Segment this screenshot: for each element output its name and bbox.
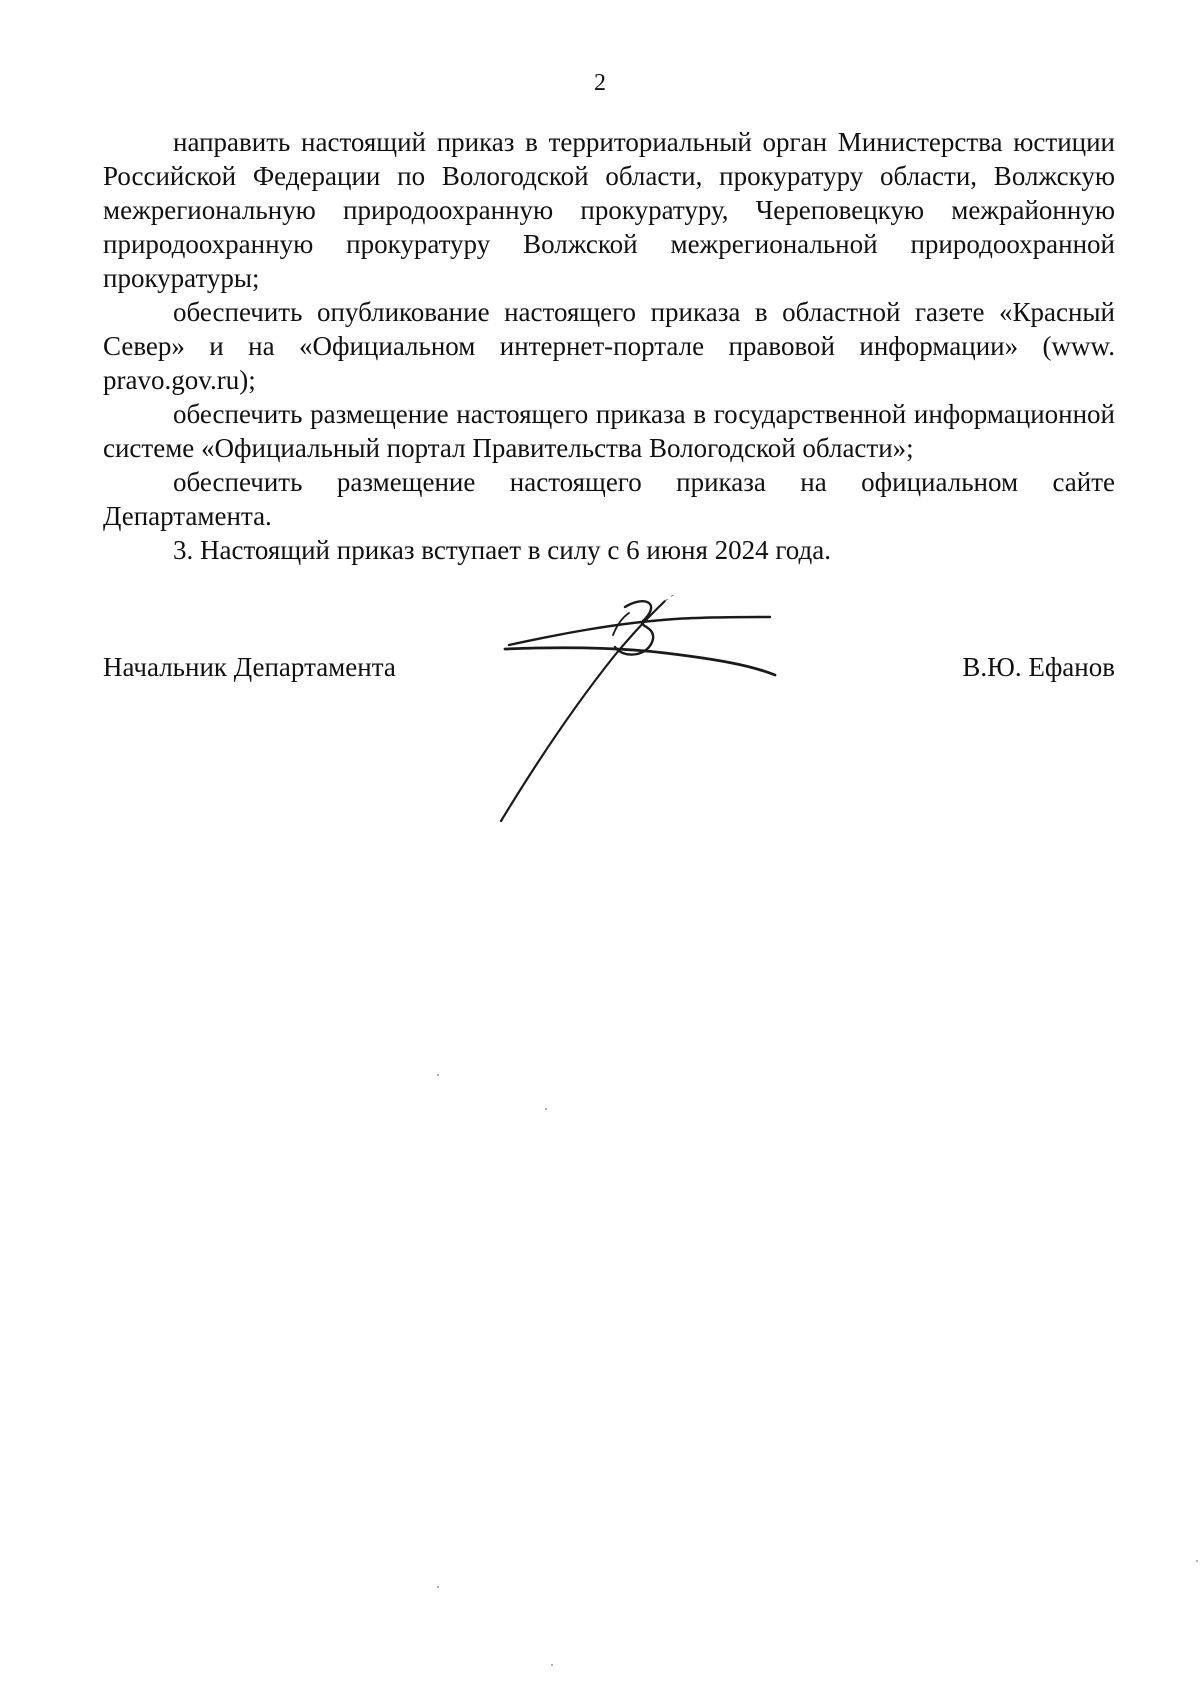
- scan-speck: [545, 1108, 547, 1110]
- scan-speck: [437, 1074, 439, 1076]
- paragraph-publication: обеспечить опубликование настоящего приказа в областной газете «Красный Север» и на «Официальном интернет-портале правовой информации» (www. pravo.gov.ru);: [103, 297, 1115, 395]
- paragraph-effective-date: 3. Настоящий приказ вступает в силу с 6 июня 2024 года.: [173, 535, 831, 565]
- paragraph-site-placement: обеспечить размещение настоящего приказа на официальном сайте Департамента.: [103, 467, 1115, 531]
- page-number: 2: [594, 70, 606, 96]
- signatory-title: Начальник Департамента: [103, 652, 396, 682]
- scan-speck: [1196, 1560, 1198, 1562]
- document-body: [103, 125, 1115, 567]
- scan-speck: [551, 1664, 553, 1666]
- signatory-name: В.Ю. Ефанов: [962, 652, 1115, 682]
- scan-speck: [437, 1586, 439, 1588]
- paragraph-portal-placement: обеспечить размещение настоящего приказа в государственной информационной системе «Официальный портал Правительства Вологодской области»;: [103, 399, 1115, 463]
- handwritten-signature: [495, 595, 825, 835]
- paragraph-send-order: направить настоящий приказ в территориальный орган Министерства юстиции Российской Федерации по Вологодской области, прокуратуру области, Волжскую межрегиональную природоохранную прокуратуру, Череповецкую межрайонную природоохранную прокуратуру Волжской межрегиональной природоохранной прокуратуры;: [103, 127, 1115, 293]
